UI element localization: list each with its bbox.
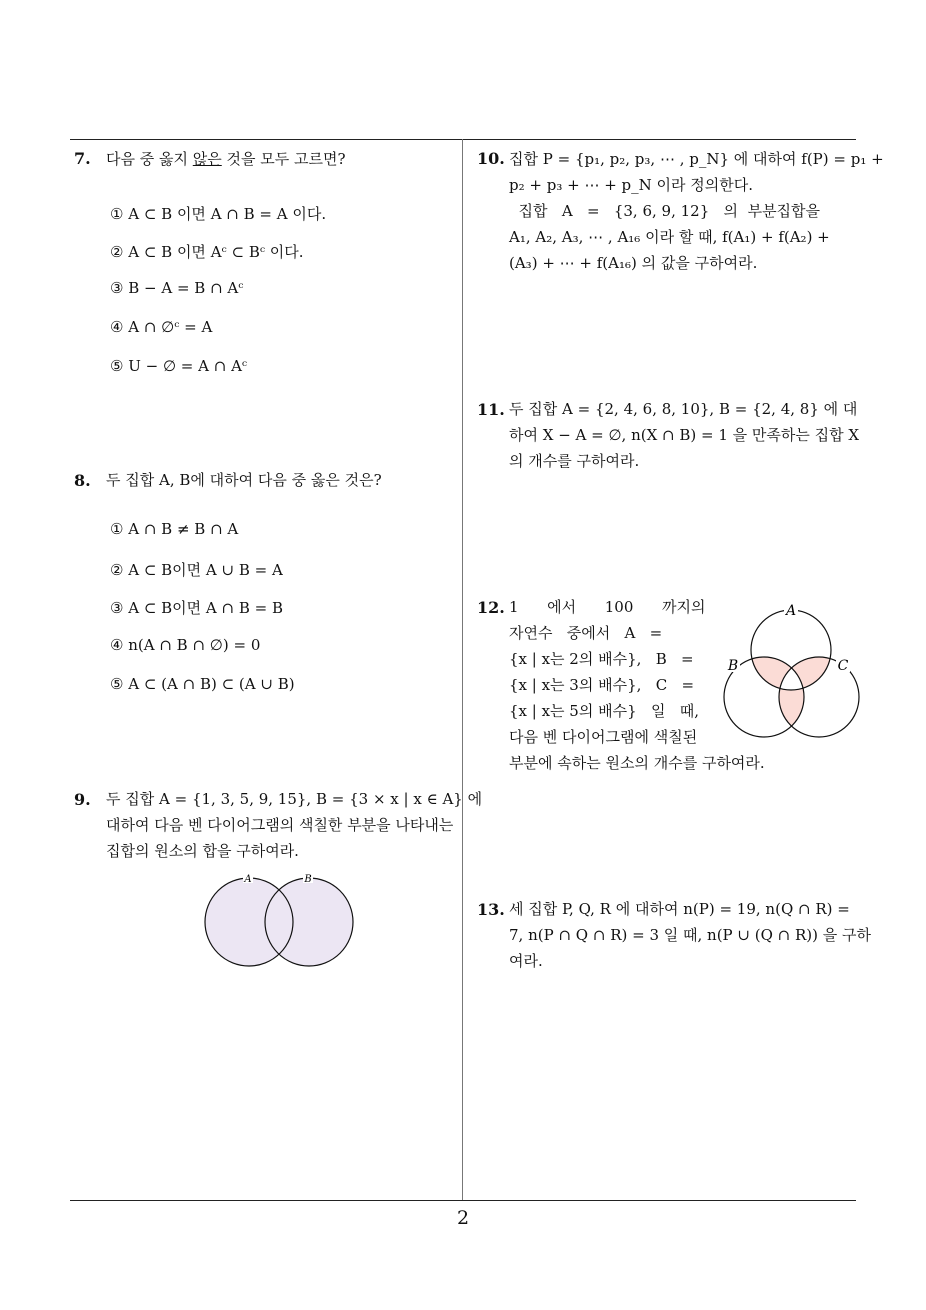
question-number: 13. bbox=[477, 900, 505, 919]
question-line: 1 에서 100 까지의 bbox=[509, 598, 706, 616]
question-line: {x | x는 2의 배수}, B = bbox=[509, 650, 694, 668]
question-number: 10. bbox=[477, 149, 505, 168]
venn-label-b: B bbox=[304, 874, 312, 885]
question-text-part: 다음 중 옳지 bbox=[106, 150, 193, 168]
question-line: 두 집합 A = {1, 3, 5, 9, 15}, B = {3 × x | x ∈ A} 에 bbox=[106, 790, 483, 808]
question-line: A₁, A₂, A₃, ⋯ , A₁₆ 이라 할 때, f(A₁) + f(A₂) + bbox=[509, 228, 830, 246]
question-number: 12. bbox=[477, 598, 505, 617]
question-line: 의 개수를 구하여라. bbox=[509, 452, 640, 470]
bottom-rule bbox=[70, 1200, 856, 1201]
top-rule bbox=[70, 139, 856, 140]
question-line: {x | x는 5의 배수} 일 때, bbox=[509, 702, 699, 720]
question-line: 두 집합 A = {2, 4, 6, 8, 10}, B = {2, 4, 8} 에 대 bbox=[509, 400, 858, 418]
question-line: {x | x는 3의 배수}, C = bbox=[509, 676, 695, 694]
question-line: 집합 A = {3, 6, 9, 12} 의 부분집합을 bbox=[509, 202, 821, 220]
option-2[interactable]: ② A ⊂ B 이면 Aᶜ ⊂ Bᶜ 이다. bbox=[110, 243, 304, 261]
question-line: 7, n(P ∩ Q ∩ R) = 3 일 때, n(P ∪ (Q ∩ R)) 을 구하 bbox=[509, 926, 872, 944]
question-number: 9. bbox=[74, 790, 91, 809]
question-number: 7. bbox=[74, 149, 91, 168]
question-line: 자연수 중에서 A = bbox=[509, 624, 663, 642]
venn-label-a: A bbox=[785, 603, 797, 619]
question-number: 11. bbox=[477, 400, 505, 419]
question-line: 대하여 다음 벤 다이어그램의 색칠한 부분을 나타내는 bbox=[106, 816, 454, 834]
question-line: 세 집합 P, Q, R 에 대하여 n(P) = 19, n(Q ∩ R) = bbox=[509, 900, 850, 918]
option-3[interactable]: ③ B − A = B ∩ Aᶜ bbox=[110, 279, 244, 297]
page-number: 2 bbox=[456, 1207, 470, 1229]
question-text: 두 집합 A, B에 대하여 다음 중 옳은 것은? bbox=[106, 471, 382, 489]
question-line: 부분에 속하는 원소의 개수를 구하여라. bbox=[509, 754, 765, 772]
venn-label-c: C bbox=[837, 658, 849, 674]
question-text bbox=[106, 146, 346, 172]
question-line: 집합의 원소의 합을 구하여라. bbox=[106, 842, 299, 860]
option-1[interactable]: ① A ∩ B ≠ B ∩ A bbox=[110, 520, 239, 538]
option-5[interactable]: ⑤ U − ∅ = A ∩ Aᶜ bbox=[110, 357, 248, 375]
column-divider bbox=[462, 139, 463, 1201]
question-line: (A₃) + ⋯ + f(A₁₆) 의 값을 구하여라. bbox=[509, 254, 758, 272]
option-4[interactable]: ④ n(A ∩ B ∩ ∅) = 0 bbox=[110, 636, 261, 654]
question-line: 다음 벤 다이어그램에 색칠된 bbox=[509, 728, 698, 746]
option-1[interactable]: ① A ⊂ B 이면 A ∩ B = A 이다. bbox=[110, 205, 327, 223]
question-line: p₂ + p₃ + ⋯ + p_N 이라 정의한다. bbox=[509, 176, 754, 194]
venn-diagram-two-sets bbox=[200, 872, 360, 972]
option-5[interactable]: ⑤ A ⊂ (A ∩ B) ⊂ (A ∪ B) bbox=[110, 675, 295, 693]
venn-label-a: A bbox=[244, 874, 252, 885]
option-4[interactable]: ④ A ∩ ∅ᶜ = A bbox=[110, 318, 213, 336]
question-line: 하여 X − A = ∅, n(X ∩ B) = 1 을 만족하는 집합 X bbox=[509, 426, 860, 444]
question-line: 여라. bbox=[509, 952, 543, 970]
question-text-part: 것을 모두 고르면? bbox=[221, 150, 346, 168]
question-line: 집합 P = {p₁, p₂, p₃, ⋯ , p_N} 에 대하여 f(P) = p₁ + bbox=[509, 150, 884, 168]
option-3[interactable]: ③ A ⊂ B이면 A ∩ B = B bbox=[110, 599, 284, 617]
venn-label-b: B bbox=[727, 658, 739, 674]
venn-diagram-three-sets bbox=[722, 600, 862, 740]
underlined-word: 않은 bbox=[192, 150, 222, 168]
question-number: 8. bbox=[74, 471, 91, 490]
option-2[interactable]: ② A ⊂ B이면 A ∪ B = A bbox=[110, 561, 283, 579]
